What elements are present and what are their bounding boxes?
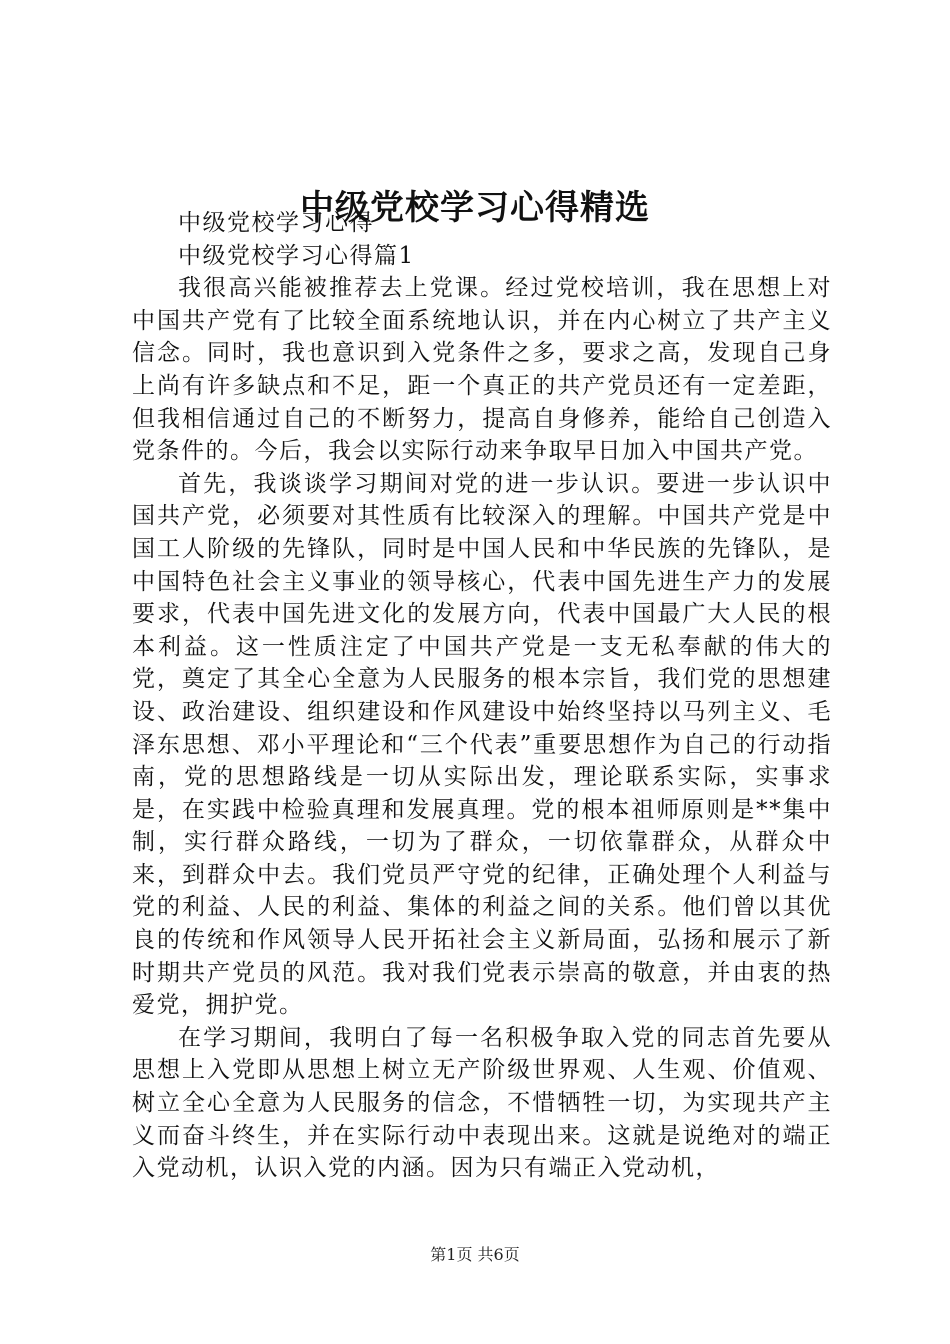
document-title: 中级党校学习心得精选 bbox=[300, 188, 650, 228]
document-body bbox=[132, 207, 832, 1185]
paragraph-intro: 我很高兴能被推荐去上党课。经过党校培训，我在思想上对中国共产党有了比较全面系统地认识，并在内心树立了共产主义信念。同时，我也意识到入党条件之多，要求之高，发现自己身上尚有许多缺点和不足，距一个真正的共产党员还有一定差距，但我相信通过自己的不断努力，提高自身修养，能给自己创造入党条件的。今后，我会以实际行动来争取早日加入中国共产党。 bbox=[132, 275, 832, 465]
paragraph-subtitle: 中级党校学习心得 bbox=[178, 210, 374, 236]
paragraph-section-heading: 中级党校学习心得篇1 bbox=[178, 242, 415, 269]
paragraph-study-period: 在学习期间，我明白了每一名积极争取入党的同志首先要从思想上入党即从思想上树立无产阶级世界观、人生观、价值观、树立全心全意为人民服务的信念，不惜牺牲一切，为实现共产主义而奋斗终生，并在实际行动中表现出来。这就是说绝对的端正入党动机，认识入党的内涵。因为只有端正入党动机， bbox=[132, 1024, 832, 1182]
paragraph-party-understanding: 首先，我谈谈学习期间对党的进一步认识。要进一步认识中国共产党，必须要对其性质有比较深入的理解。中国共产党是中国工人阶级的先锋队，同时是中国人民和中华民族的先锋队，是中国特色社会主义事业的领导核心，代表中国先进生产力的发展要求，代表中国先进文化的发展方向，代表中国最广大人民的根本利益。这一性质注定了中国共产党是一支无私奉献的伟大的党，奠定了其全心全意为人民服务的根本宗旨，我们党的思想建设、政治建设、组织建设和作风建设中始终坚持以马列主义、毛泽东思想、邓小平理论和“三个代表”重要思想作为自己的行动指南，党的思想路线是一切从实际出发，理论联系实际，实事求是，在实践中检验真理和发展真理。党的根本祖师原则是**集中制，实行群众路线，一切为了群众，一切依靠群众，从群众中来，到群众中去。我们党员严守党的纪律，正确处理个人利益与党的利益、人民的利益、集体的利益之间的关系。他们曾以其优良的传统和作风领导人民开拓社会主义新局面，弘扬和展示了新时期共产党员的风范。我对我们党表示崇高的敬意，并由衷的热爱党，拥护党。 bbox=[132, 470, 832, 1019]
page-footer: 第1页 共6页 bbox=[430, 1245, 520, 1264]
